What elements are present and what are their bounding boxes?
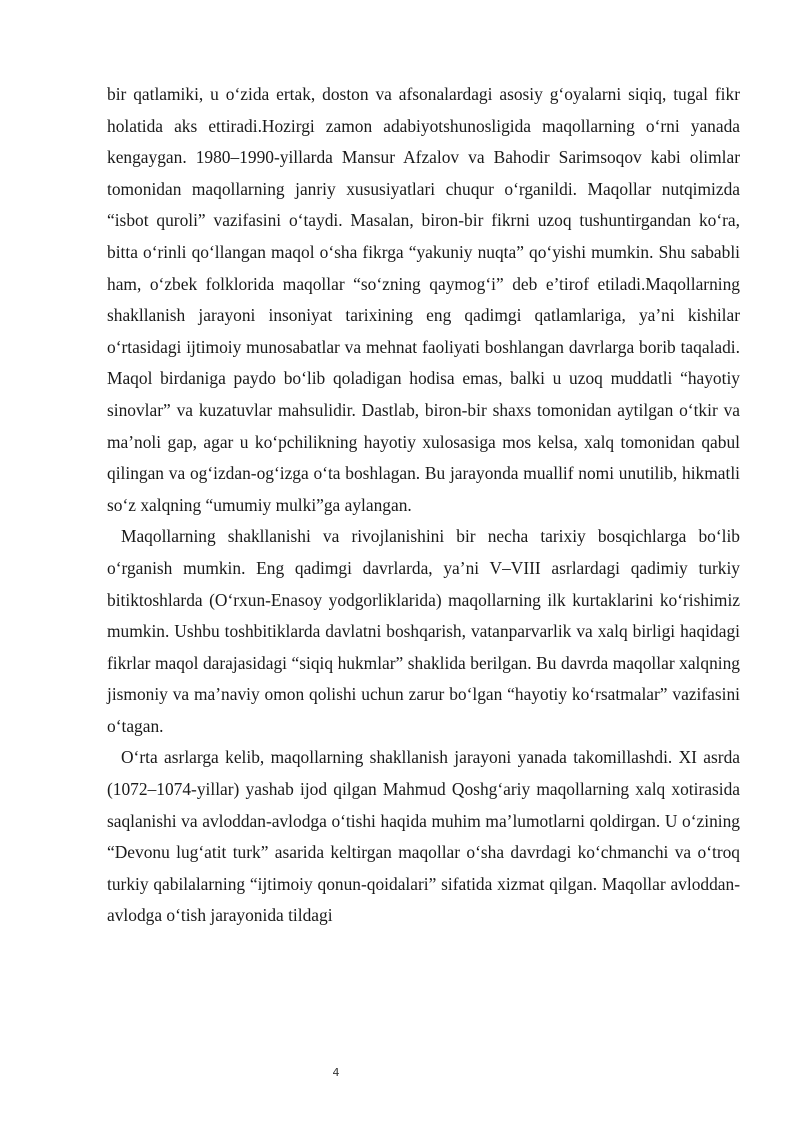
body-text	[107, 79, 740, 932]
paragraph-3: O‘rta asrlarga kelib, maqollarning shakllanish jarayoni yanada takomillashdi. XI asrda (1072–1074-yillar) yashab ijod qilgan Mahmud Qoshg‘ariy maqollarning xalq xotirasida saqlanishi va avloddan-avlodga o‘tishi haqida muhim ma’lumotlarni qoldirgan. U o‘zining “Devonu lug‘atit turk” asarida keltirgan maqollar o‘sha davrdagi ko‘chmanchi va o‘troq turkiy qabilalarning “ijtimoiy qonun-qoidalari” sifatida xizmat qilgan. Maqollar avloddan-avlodga o‘tish jarayonida tildagi	[107, 747, 740, 926]
page-number: 4	[332, 1066, 340, 1079]
paragraph-1: bir qatlamiki, u o‘zida ertak, doston va afsonalardagi asosiy g‘oyalarni siqiq, tugal fikr holatida aks ettiradi.Hozirgi zamon adabiyotshunosligida maqollarning o‘rni yanada kengaygan. 1980–1990-yillarda Mansur Afzalov va Bahodir Sarimsoqov kabi olimlar tomonidan maqollarning janriy xususiyatlari chuqur o‘rganildi. Maqollar nutqimizda “isbot quroli” vazifasini o‘taydi. Masalan, biron-bir fikrni uzoq tushuntirgandan ko‘ra, bitta o‘rinli qo‘llangan maqol o‘sha fikrga “yakuniy nuqta” qo‘yishi mumkin. Shu sababli ham, o‘zbek folklorida maqollar “so‘zning qaymog‘i” deb e’tirof etiladi.Maqollarning shakllanish jarayoni insoniyat tarixining eng qadimgi qatlamlariga, ya’ni kishilar o‘rtasidagi ijtimoiy munosabatlar va mehnat faoliyati boshlangan davrlarga borib taqaladi. Maqol birdaniga paydo bo‘lib qoladigan hodisa emas, balki u uzoq muddatli “hayotiy sinovlar” va kuzatuvlar mahsulidir. Dastlab, biron-bir shaxs tomonidan aytilgan o‘tkir va ma’noli gap, agar u ko‘pchilikning hayotiy xulosasiga mos kelsa, xalq tomonidan qabul qilingan va og‘izdan-og‘izga o‘ta boshlagan. Bu jarayonda muallif nomi unutilib, hikmatli so‘z xalqning “umumiy mulki”ga aylangan.	[107, 84, 740, 515]
paragraph-2: Maqollarning shakllanishi va rivojlanishini bir necha tarixiy bosqichlarga bo‘lib o‘rganish mumkin. Eng qadimgi davrlarda, ya’ni V–VIII asrlardagi qadimiy turkiy bitiktoshlarda (O‘rxun-Enasoy yodgorliklarida) maqollarning ilk kurtaklarini ko‘rishimiz mumkin. Ushbu toshbitiklarda davlatni boshqarish, vatanparvarlik va xalq birligi haqidagi fikrlar maqol darajasidagi “siqiq hukmlar” shaklida berilgan. Bu davrda maqollar xalqning jismoniy va ma’naviy omon qolishi uchun zarur bo‘lgan “hayotiy ko‘rsatmalar” vazifasini o‘tagan.	[107, 526, 740, 736]
